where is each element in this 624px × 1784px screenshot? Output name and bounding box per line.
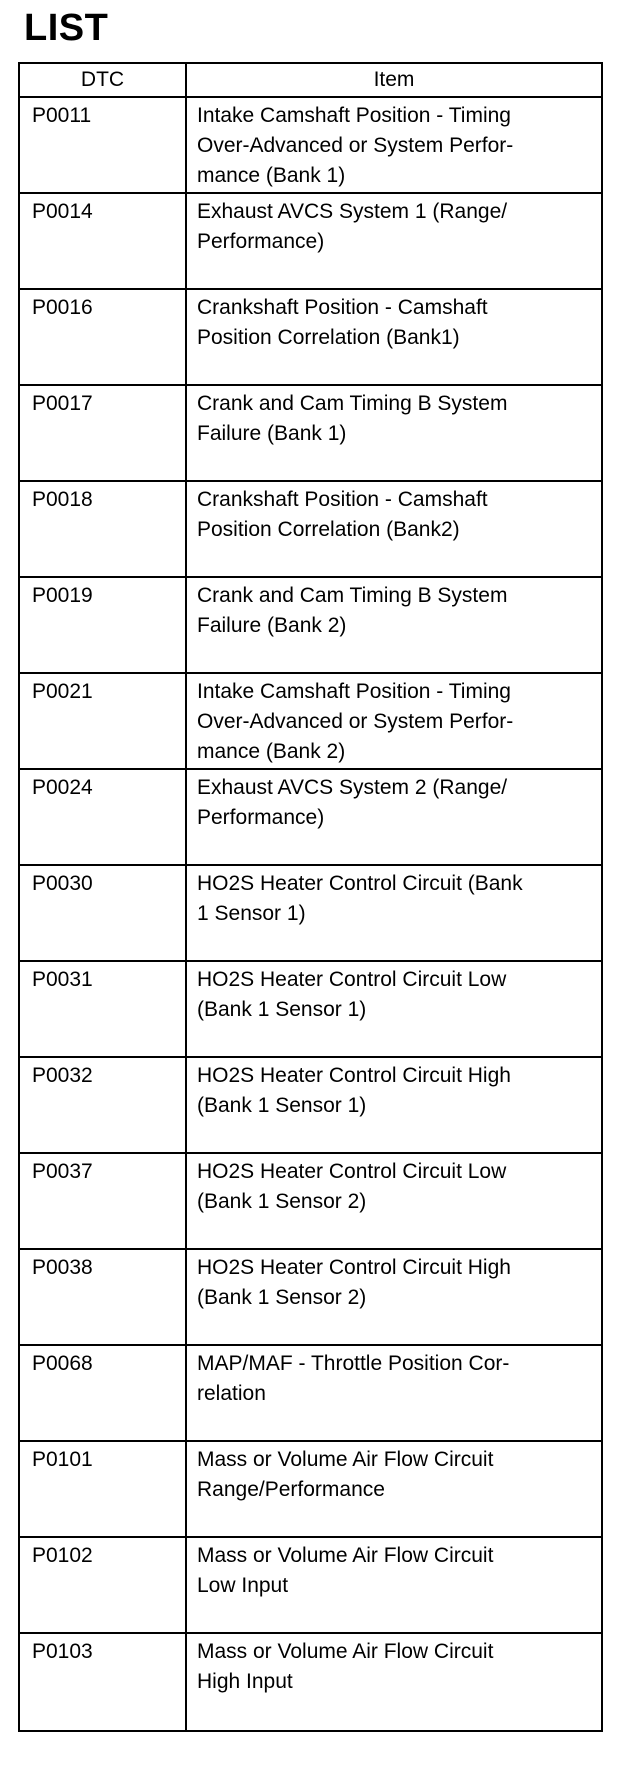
table-row: [19, 481, 602, 577]
table-row: [19, 97, 602, 193]
dtc-code: P0016: [19, 289, 186, 385]
item-text-line: HO2S Heater Control Circuit Low: [197, 1160, 507, 1183]
dtc-item-description: [186, 1633, 602, 1731]
dtc-item-description: [186, 865, 602, 961]
dtc-item-description: [186, 193, 602, 289]
table-row: [19, 1441, 602, 1537]
item-text-line: mance (Bank 2): [197, 740, 346, 763]
dtc-code: P0030: [19, 865, 186, 961]
item-text-line: Crankshaft Position - Camshaft: [197, 488, 488, 511]
table-row: [19, 961, 602, 1057]
item-text-line: HO2S Heater Control Circuit Low: [197, 968, 507, 991]
dtc-item-description: [186, 1537, 602, 1633]
table-row: [19, 865, 602, 961]
item-text-line: Range/Performance: [197, 1478, 385, 1501]
dtc-code: P0021: [19, 673, 186, 769]
dtc-code: P0038: [19, 1249, 186, 1345]
dtc-code: P0019: [19, 577, 186, 673]
table-row: [19, 1249, 602, 1345]
item-text-line: 1 Sensor 1): [197, 902, 306, 925]
dtc-code: P0102: [19, 1537, 186, 1633]
dtc-code: P0017: [19, 385, 186, 481]
item-text-line: (Bank 1 Sensor 2): [197, 1190, 367, 1213]
item-text-line: (Bank 1 Sensor 2): [197, 1286, 367, 1309]
dtc-item-description: [186, 1345, 602, 1441]
dtc-code: P0101: [19, 1441, 186, 1537]
dtc-item-description: [186, 385, 602, 481]
item-text-line: Performance): [197, 230, 325, 253]
table-row: [19, 385, 602, 481]
item-column-header: Item: [186, 63, 602, 97]
table-row: [19, 673, 602, 769]
dtc-code: P0018: [19, 481, 186, 577]
dtc-item-description: [186, 97, 602, 193]
dtc-item-description: [186, 1249, 602, 1345]
item-text-line: Crankshaft Position - Camshaft: [197, 296, 488, 319]
item-text-line: HO2S Heater Control Circuit (Bank: [197, 872, 523, 895]
item-text-line: Low Input: [197, 1574, 289, 1597]
item-text-line: relation: [197, 1382, 266, 1405]
dtc-code: P0011: [19, 97, 186, 193]
dtc-item-description: [186, 577, 602, 673]
dtc-table: [18, 62, 603, 1732]
item-text-line: Exhaust AVCS System 1 (Range/: [197, 200, 508, 223]
item-text-line: Over-Advanced or System Perfor-: [197, 134, 514, 157]
item-text-line: HO2S Heater Control Circuit High: [197, 1064, 511, 1087]
item-text-line: Position Correlation (Bank2): [197, 518, 460, 541]
dtc-item-description: [186, 961, 602, 1057]
dtc-code: P0103: [19, 1633, 186, 1731]
item-text-line: HO2S Heater Control Circuit High: [197, 1256, 511, 1279]
page-title: LIST: [24, 7, 109, 49]
item-text-line: Intake Camshaft Position - Timing: [197, 680, 511, 703]
item-text-line: Failure (Bank 2): [197, 614, 347, 637]
table-row: [19, 1537, 602, 1633]
item-text-line: High Input: [197, 1670, 293, 1693]
item-text-line: (Bank 1 Sensor 1): [197, 998, 367, 1021]
dtc-item-description: [186, 769, 602, 865]
table-row: [19, 1345, 602, 1441]
table-row: [19, 289, 602, 385]
dtc-code: P0014: [19, 193, 186, 289]
table-header: [19, 63, 602, 97]
item-text-line: Position Correlation (Bank1): [197, 326, 460, 349]
item-text-line: Mass or Volume Air Flow Circuit: [197, 1544, 494, 1567]
dtc-code: P0031: [19, 961, 186, 1057]
item-text-line: Intake Camshaft Position - Timing: [197, 104, 511, 127]
item-text-line: Crank and Cam Timing B System: [197, 392, 508, 415]
dtc-column-header: DTC: [19, 63, 186, 97]
table-row: [19, 1633, 602, 1731]
item-text-line: Failure (Bank 1): [197, 422, 347, 445]
table-row: [19, 1153, 602, 1249]
item-text-line: mance (Bank 1): [197, 164, 346, 187]
dtc-code: P0024: [19, 769, 186, 865]
item-text-line: Mass or Volume Air Flow Circuit: [197, 1640, 494, 1663]
dtc-item-description: [186, 673, 602, 769]
dtc-code: P0032: [19, 1057, 186, 1153]
item-text-line: Mass or Volume Air Flow Circuit: [197, 1448, 494, 1471]
item-text-line: (Bank 1 Sensor 1): [197, 1094, 367, 1117]
table-row: [19, 193, 602, 289]
header-row: [19, 63, 602, 97]
item-text-line: Exhaust AVCS System 2 (Range/: [197, 776, 508, 799]
dtc-item-description: [186, 1057, 602, 1153]
dtc-item-description: [186, 1441, 602, 1537]
dtc-item-description: [186, 481, 602, 577]
table-row: [19, 1057, 602, 1153]
item-text-line: Crank and Cam Timing B System: [197, 584, 508, 607]
dtc-code: P0037: [19, 1153, 186, 1249]
dtc-item-description: [186, 289, 602, 385]
dtc-item-description: [186, 1153, 602, 1249]
dtc-code: P0068: [19, 1345, 186, 1441]
item-text-line: Performance): [197, 806, 325, 829]
table-row: [19, 769, 602, 865]
table-row: [19, 577, 602, 673]
item-text-line: MAP/MAF - Throttle Position Cor-: [197, 1352, 510, 1375]
item-text-line: Over-Advanced or System Perfor-: [197, 710, 514, 733]
table-body: [19, 97, 602, 1731]
